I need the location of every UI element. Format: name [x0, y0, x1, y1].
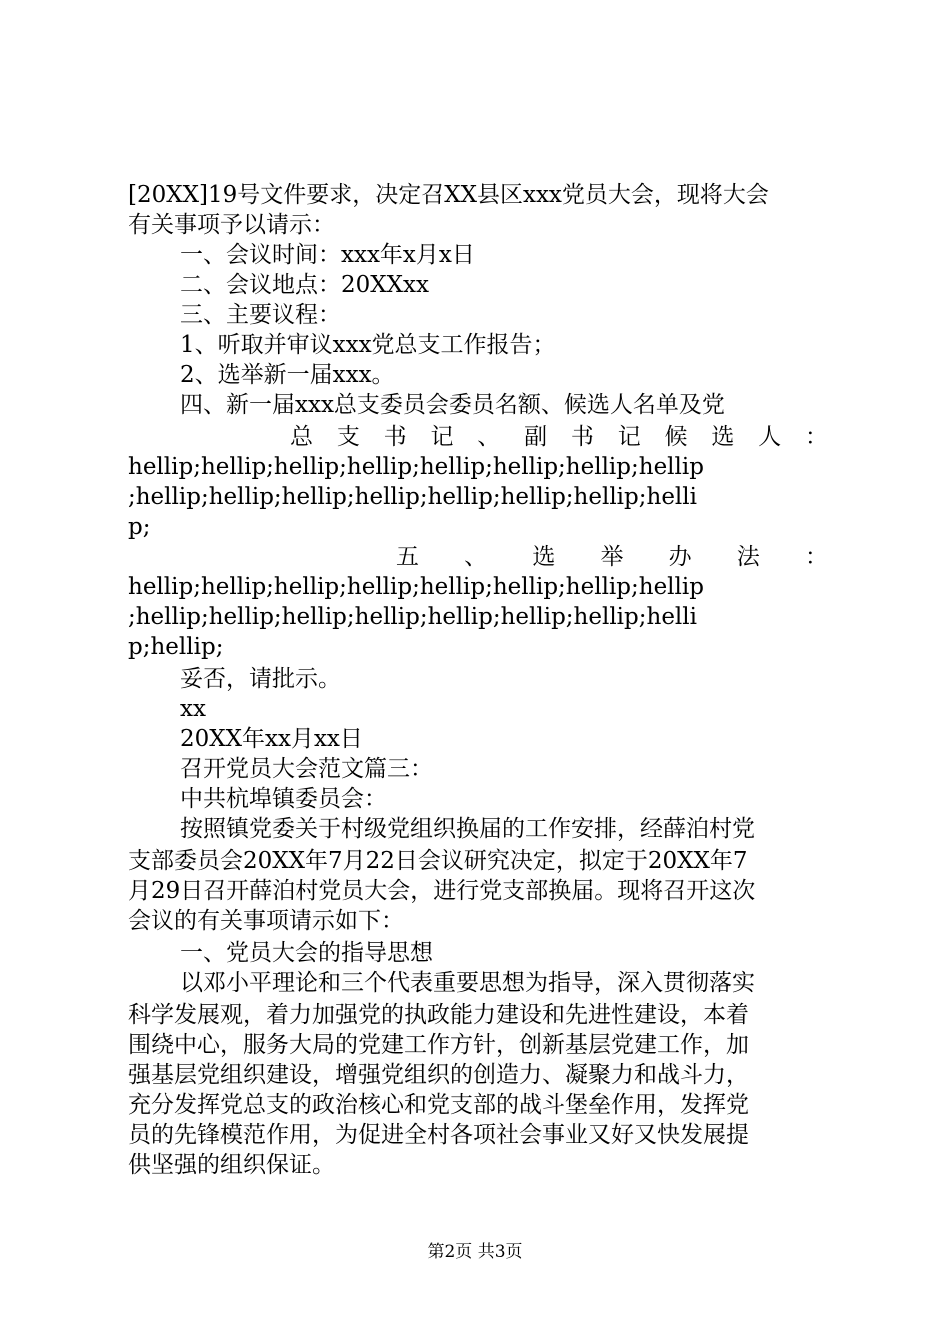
text-line: 20XX年xx月xx日: [180, 726, 363, 752]
text-line: 1、听取并审议xxx党总支工作报告；: [180, 332, 556, 358]
text-line: xx: [180, 696, 206, 722]
spaced-heading-candidates: 总 支 书 记 、 副 书 记 候 选 人 ：: [290, 424, 828, 450]
text-line: hellip;hellip;hellip;hellip;hellip;hellip;hellip;hellip: [128, 454, 704, 480]
text-line: hellip;hellip;hellip;hellip;hellip;hellip;hellip;hellip: [128, 574, 704, 600]
text-line: 一、党员大会的指导思想: [180, 940, 433, 966]
text-line: 中共杭埠镇委员会：: [180, 786, 387, 812]
text-line: ;hellip;hellip;hellip;hellip;hellip;hellip;hellip;helli: [128, 604, 697, 630]
text-line: 强基层党组织建设，增强党组织的创造力、凝聚力和战斗力，: [128, 1062, 749, 1088]
text-line: 召开党员大会范文篇三：: [180, 756, 433, 782]
text-line: 四、新一届xxx总支委员会委员名额、候选人名单及党: [180, 392, 725, 418]
text-line: 充分发挥党总支的政治核心和党支部的战斗堡垒作用，发挥党: [128, 1092, 749, 1118]
text-line: p;: [128, 514, 151, 540]
text-line: [20XX]19号文件要求，决定召XX县区xxx党员大会，现将大会: [128, 182, 769, 208]
text-line: 妥否，请批示。: [180, 666, 341, 692]
text-line: ;hellip;hellip;hellip;hellip;hellip;hellip;hellip;helli: [128, 484, 697, 510]
spaced-heading-election: 五 、 选 举 办 法 ：: [396, 544, 828, 570]
text-line: 供坚强的组织保证。: [128, 1152, 335, 1178]
text-line: 三、主要议程：: [180, 302, 341, 328]
text-line: 支部委员会20XX年7月22日会议研究决定，拟定于20XX年7: [128, 848, 748, 874]
text-line: p;hellip;: [128, 634, 224, 660]
text-line: 按照镇党委关于村级党组织换届的工作安排，经薛泊村党: [180, 816, 755, 842]
text-line: 科学发展观，着力加强党的执政能力建设和先进性建设，本着: [128, 1002, 749, 1028]
page-footer: 第2页 共3页: [427, 1242, 523, 1262]
text-line: 二、会议地点：20XXxx: [180, 272, 429, 298]
text-line: 有关事项予以请示：: [128, 212, 335, 238]
text-line: 围绕中心，服务大局的党建工作方针，创新基层党建工作，加: [128, 1032, 749, 1058]
text-line: 2、选举新一届xxx。: [180, 362, 395, 388]
text-line: 会议的有关事项请示如下：: [128, 908, 404, 934]
text-line: 一、会议时间：xxx年x月x日: [180, 242, 475, 268]
text-line: 以邓小平理论和三个代表重要思想为指导，深入贯彻落实: [180, 970, 755, 996]
text-line: 月29日召开薛泊村党员大会，进行党支部换届。现将召开这次: [128, 878, 756, 904]
text-line: 员的先锋模范作用，为促进全村各项社会事业又好又快发展提: [128, 1122, 749, 1148]
